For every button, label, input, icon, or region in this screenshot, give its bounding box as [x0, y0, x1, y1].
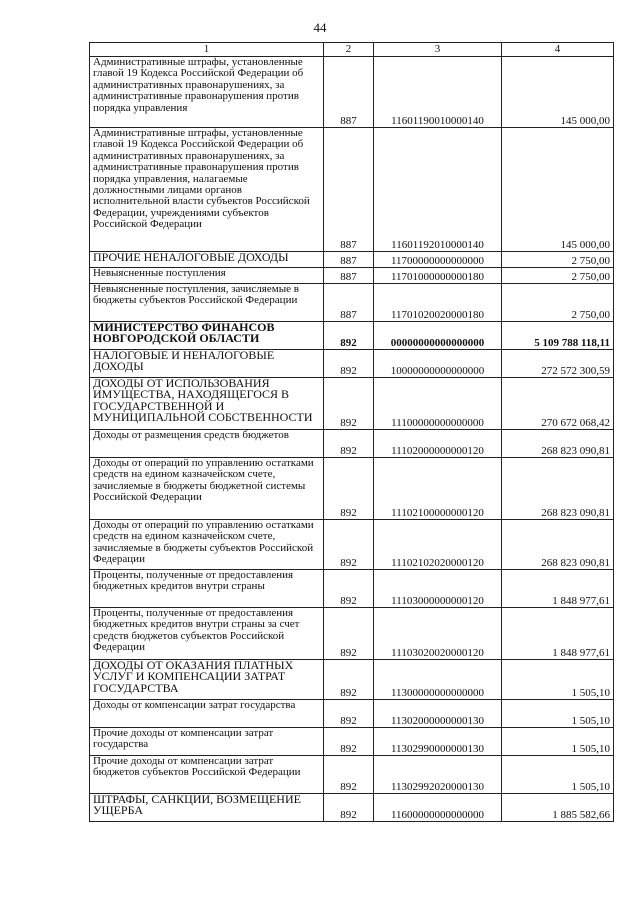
row-description: ШТРАФЫ, САНКЦИИ, ВОЗМЕЩЕНИЕ УЩЕРБА: [90, 794, 324, 822]
row-description: Прочие доходы от компенсации затрат бюджетов субъектов Российской Федерации: [90, 756, 324, 794]
row-admin-code: 892: [324, 458, 374, 520]
row-amount: 1 505,10: [502, 660, 614, 700]
table-row: [90, 520, 614, 570]
row-description: Административные штрафы, установленные главой 19 Кодекса Российской Федерации об административных правонарушениях, за административные правонарушения против порядка управления: [90, 57, 324, 128]
table-row: [90, 458, 614, 520]
row-admin-code: 892: [324, 520, 374, 570]
row-admin-code: 892: [324, 728, 374, 756]
row-description: Прочие доходы от компенсации затрат государства: [90, 728, 324, 756]
row-amount: 272 572 300,59: [502, 350, 614, 378]
row-amount: 1 505,10: [502, 728, 614, 756]
row-budget-code: 11102100000000120: [374, 458, 502, 520]
row-description: Доходы от операций по управлению остатками средств на едином казначейском счете, зачисляемые в бюджеты бюджетной системы Российской Федерации: [90, 458, 324, 520]
column-header-4: 4: [502, 43, 614, 57]
table-row: [90, 700, 614, 728]
row-amount: 2 750,00: [502, 284, 614, 322]
row-budget-code: 11102102020000120: [374, 520, 502, 570]
row-amount: 145 000,00: [502, 57, 614, 128]
row-admin-code: 892: [324, 350, 374, 378]
row-admin-code: 887: [324, 57, 374, 128]
row-description: Проценты, полученные от предоставления бюджетных кредитов внутри страны за счет средств бюджетов субъектов Российской Федерации: [90, 608, 324, 660]
column-header-2: 2: [324, 43, 374, 57]
table-row: [90, 350, 614, 378]
table-row: [90, 608, 614, 660]
row-description: Доходы от компенсации затрат государства: [90, 700, 324, 728]
row-budget-code: 11601190010000140: [374, 57, 502, 128]
row-amount: 5 109 788 118,11: [502, 322, 614, 350]
row-admin-code: 892: [324, 570, 374, 608]
table-header-row: [90, 43, 614, 57]
table-row: [90, 430, 614, 458]
row-budget-code: 00000000000000000: [374, 322, 502, 350]
table-row: [90, 128, 614, 252]
row-admin-code: 887: [324, 268, 374, 284]
row-amount: 1 848 977,61: [502, 608, 614, 660]
revenue-table: [89, 42, 614, 822]
column-header-3: 3: [374, 43, 502, 57]
row-admin-code: 892: [324, 756, 374, 794]
row-amount: 2 750,00: [502, 252, 614, 268]
row-description: Невыясненные поступления, зачисляемые в бюджеты субъектов Российской Федерации: [90, 284, 324, 322]
row-budget-code: 11302990000000130: [374, 728, 502, 756]
row-admin-code: 892: [324, 430, 374, 458]
row-admin-code: 887: [324, 128, 374, 252]
row-amount: 268 823 090,81: [502, 520, 614, 570]
row-admin-code: 892: [324, 378, 374, 430]
table-row: [90, 794, 614, 822]
row-budget-code: 11302992020000130: [374, 756, 502, 794]
row-budget-code: 10000000000000000: [374, 350, 502, 378]
table-row: [90, 756, 614, 794]
row-budget-code: 11302000000000130: [374, 700, 502, 728]
row-amount: 268 823 090,81: [502, 458, 614, 520]
row-budget-code: 11300000000000000: [374, 660, 502, 700]
row-admin-code: 892: [324, 608, 374, 660]
row-admin-code: 892: [324, 794, 374, 822]
table-row: [90, 57, 614, 128]
row-description: Доходы от размещения средств бюджетов: [90, 430, 324, 458]
table-row: [90, 728, 614, 756]
row-budget-code: 11600000000000000: [374, 794, 502, 822]
row-budget-code: 11701020020000180: [374, 284, 502, 322]
row-budget-code: 11700000000000000: [374, 252, 502, 268]
row-budget-code: 11103000000000120: [374, 570, 502, 608]
row-admin-code: 892: [324, 322, 374, 350]
page-number: 44: [313, 20, 327, 35]
row-description: НАЛОГОВЫЕ И НЕНАЛОГОВЫЕ ДОХОДЫ: [90, 350, 324, 378]
row-admin-code: 887: [324, 284, 374, 322]
table-row-ministry: [90, 322, 614, 350]
row-amount: 268 823 090,81: [502, 430, 614, 458]
row-amount: 1 885 582,66: [502, 794, 614, 822]
row-amount: 270 672 068,42: [502, 378, 614, 430]
row-admin-code: 892: [324, 700, 374, 728]
row-description: Невыясненные поступления: [90, 268, 324, 284]
table-row: [90, 284, 614, 322]
row-description: Проценты, полученные от предоставления бюджетных кредитов внутри страны: [90, 570, 324, 608]
row-description: МИНИСТЕРСТВО ФИНАНСОВ НОВГОРОДСКОЙ ОБЛАСТИ: [90, 322, 324, 350]
row-amount: 1 505,10: [502, 700, 614, 728]
table-row: [90, 252, 614, 268]
row-amount: 1 848 977,61: [502, 570, 614, 608]
row-budget-code: 11100000000000000: [374, 378, 502, 430]
table-row: [90, 268, 614, 284]
row-amount: 1 505,10: [502, 756, 614, 794]
table-row: [90, 570, 614, 608]
row-budget-code: 11102000000000120: [374, 430, 502, 458]
table-row: [90, 660, 614, 700]
row-description: ДОХОДЫ ОТ ИСПОЛЬЗОВАНИЯ ИМУЩЕСТВА, НАХОДЯЩЕГОСЯ В ГОСУДАРСТВЕННОЙ И МУНИЦИПАЛЬНОЙ СОБСТВЕННОСТИ: [90, 378, 324, 430]
table-row: [90, 378, 614, 430]
row-amount: 145 000,00: [502, 128, 614, 252]
row-description: ДОХОДЫ ОТ ОКАЗАНИЯ ПЛАТНЫХ УСЛУГ И КОМПЕНСАЦИИ ЗАТРАТ ГОСУДАРСТВА: [90, 660, 324, 700]
column-header-1: 1: [90, 43, 324, 57]
row-admin-code: 887: [324, 252, 374, 268]
row-budget-code: 11103020020000120: [374, 608, 502, 660]
row-description: Административные штрафы, установленные главой 19 Кодекса Российской Федерации об административных правонарушениях, за административные правонарушения против порядка управления, налагаемые должностными лицами органов исполнительной власти субъектов Российской Федерации, учреждениями субъектов Российской Федерации: [90, 128, 324, 252]
row-description: ПРОЧИЕ НЕНАЛОГОВЫЕ ДОХОДЫ: [90, 252, 324, 268]
row-amount: 2 750,00: [502, 268, 614, 284]
row-description: Доходы от операций по управлению остатками средств на едином казначейском счете, зачисляемые в бюджеты субъектов Российской Федерации: [90, 520, 324, 570]
row-admin-code: 892: [324, 660, 374, 700]
row-budget-code: 11701000000000180: [374, 268, 502, 284]
row-budget-code: 11601192010000140: [374, 128, 502, 252]
